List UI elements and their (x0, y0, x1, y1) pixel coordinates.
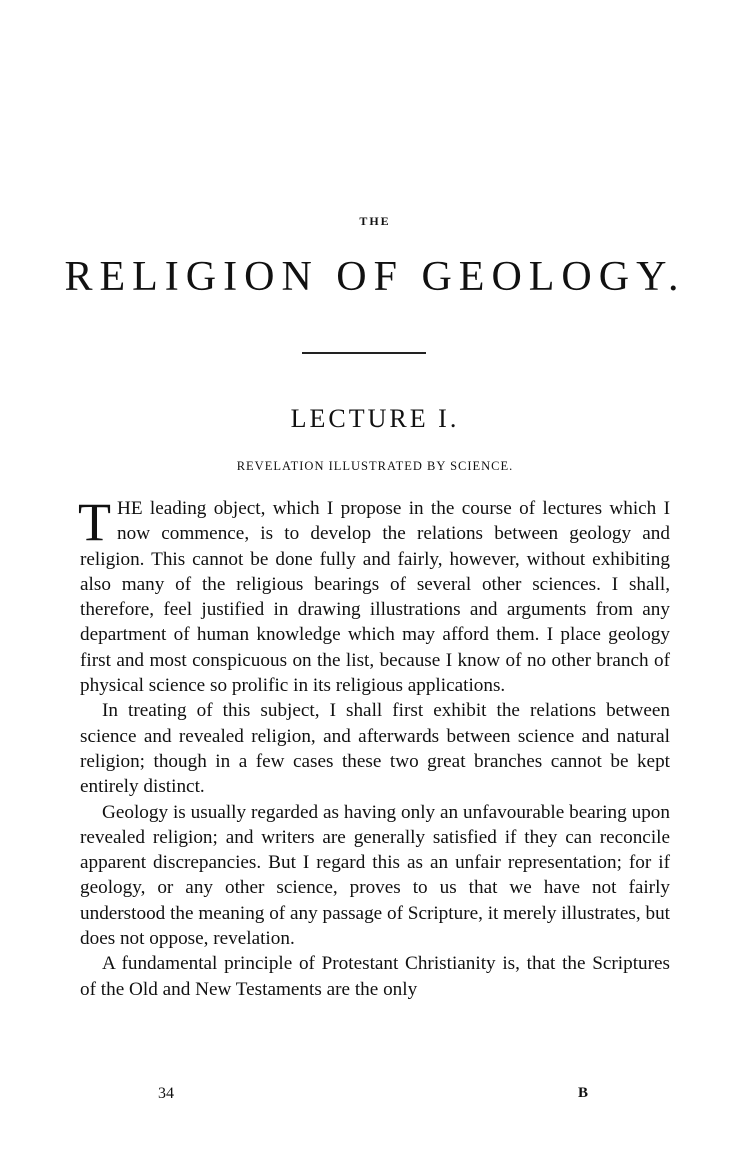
paragraph-3: Geology is usually regarded as having only an unfavourable bearing upon revealed religion; and writers are generally satisfied if they can reconcile apparent discrepancies. But I regard this as an unfair representation; for if geology, or any other science, proves to us that we have not fairly understood the meaning of any passage of Scripture, it merely illustrates, but does not oppose, revelation. (80, 801, 670, 950)
page-number: 34 (158, 1085, 174, 1102)
title-rule (302, 352, 426, 354)
paragraph-1 (78, 492, 670, 698)
paragraph-1-text: leading object, which I propose in the course of lectures which I now commence, is to develop the relations between geology and religion. This cannot be done fully and fairly, however, without exhibiting also many of the religious bearings of several other sciences. I shall, therefore, feel justified in drawing illustrations and arguments from any department of human knowledge which may afford them. I place geology first and most conspicuous on the list, because I know of no other branch of physical science so prolific in its religious applications. (80, 498, 670, 697)
drop-cap: T (78, 492, 111, 552)
book-title: RELIGION OF GEOLOGY. (64, 254, 686, 300)
paragraph-4: A fundamental principle of Protestant Christianity is, that the Scriptures of the Old and New Testaments are the only (80, 953, 670, 1000)
paragraph-2: In treating of this subject, I shall first exhibit the relations between science and revealed religion, and afterwards between science and natural religion; though in a few cases these two great branches cannot be kept entirely distinct. (80, 700, 670, 798)
signature-mark: B (578, 1085, 589, 1101)
page-footer (0, 1085, 750, 1107)
lecture-subtitle: REVELATION ILLUSTRATED BY SCIENCE. (236, 459, 514, 473)
body-text (78, 492, 670, 1002)
opening-small-caps: HE (117, 498, 143, 519)
title-prefix: THE (359, 214, 391, 228)
lecture-heading: LECTURE I. (290, 404, 460, 433)
